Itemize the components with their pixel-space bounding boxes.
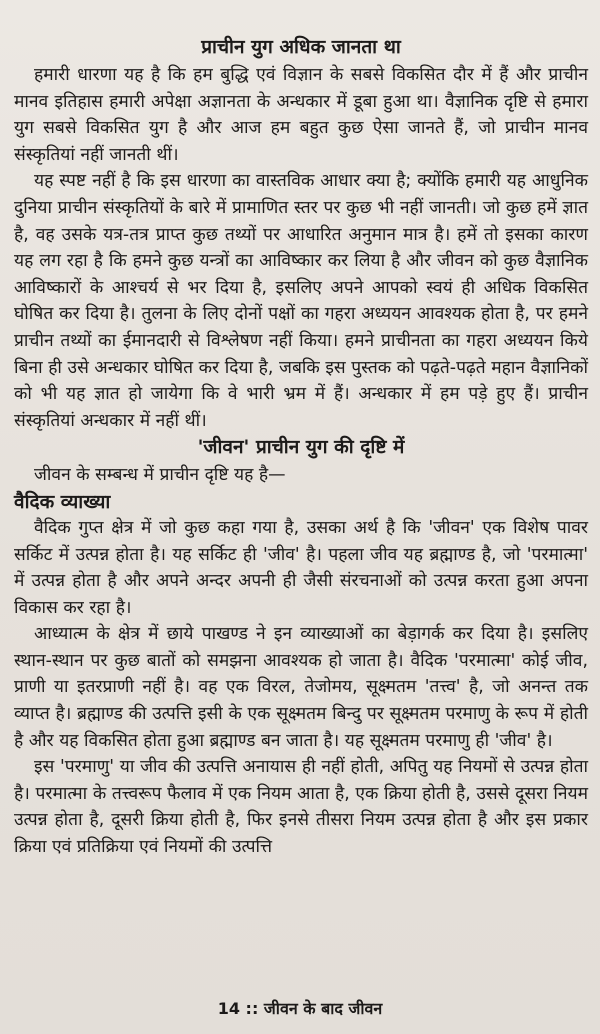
paragraph: आध्यात्म के क्षेत्र में छाये पाखण्ड ने इन व्याख्याओं का बेड़ागर्क कर दिया है। इसलिए स्थान-स्थान पर कुछ बातों को समझना आवश्यक हो जाता है। वैदिक 'परमात्मा' कोई जीव, प्राणी या इतरप्राणी नहीं है। वह एक विरल, तेजोमय, सूक्ष्मतम 'तत्त्व' है, जो अनन्त तक व्याप्त है। ब्रह्माण्ड की उत्पत्ति इसी के एक सूक्ष्मतम बिन्दु पर सूक्ष्मतम परमाणु के रूप में होती है और यह विकसित होता हुआ ब्रह्माण्ड बन जाता है। यह सूक्ष्मतम परमाणु ही 'जीव' है। [14, 624, 588, 751]
page-footer: 14 :: जीवन के बाद जीवन [217, 999, 383, 1018]
paragraph: इस 'परमाणु' या जीव की उत्पत्ति अनायास ही नहीं होती, अपितु यह नियमों से उत्पन्न होता है। परमात्मा के तत्त्वरूप फैलाव में एक नियम आता है, एक क्रिया होती है, उससे दूसरा नियम उत्पन्न होता है, दूसरी क्रिया होती है, फिर इनसे तीसरा नियम उत्पन्न होता है और इस प्रकार क्रिया एवं प्रतिक्रिया एवं नियमों की उत्पत्ति [14, 757, 588, 858]
section-heading: वैदिक व्याख्या [14, 490, 111, 513]
page-content [14, 34, 588, 861]
intro-line: जीवन के सम्बन्ध में प्राचीन दृष्टि यह है— [34, 465, 286, 486]
paragraph: हमारी धारणा यह है कि हम बुद्धि एवं विज्ञान के सबसे विकसित दौर में हैं और प्राचीन मानव इतिहास हमारी अपेक्षा अज्ञानता के अन्धकार में डूबा हुआ था। वैज्ञानिक दृष्टि से हमारा युग सबसे विकसित युग है और आज हम बहुत कुछ ऐसा जानते हैं, जो प्राचीन मानव संस्कृतियां नहीं जानती थीं। [14, 65, 588, 165]
section-subtitle: 'जीवन' प्राचीन युग की दृष्टि में [197, 436, 405, 459]
paragraph: वैदिक गुप्त क्षेत्र में जो कुछ कहा गया है, उसका अर्थ है कि 'जीवन' एक विशेष पावर सर्किट में उत्पन्न होता है। यह सर्किट ही 'जीव' है। पहला जीव यह ब्रह्माण्ड है, जो 'परमात्मा' में उत्पन्न होता है और अपने अन्दर अपनी ही जैसी संरचनाओं को उत्पन्न करता हुआ अपना विकास कर रहा है। [14, 517, 588, 618]
paragraph: यह स्पष्ट नहीं है कि इस धारणा का वास्तविक आधार क्या है; क्योंकि हमारी यह आधुनिक दुनिया प्राचीन संस्कृतियों के बारे में प्रामाणित स्तर पर कुछ भी नहीं जानती। जो कुछ हमें ज्ञात है, वह उसके यत्र-तत्र प्राप्त कुछ तथ्यों पर आधारित अनुमान मात्र है। हमें तो इसका कारण यह लग रहा है कि हमने कुछ यन्त्रों का आविष्कार कर लिया है और जीवन को कुछ वैज्ञानिक आविष्कारों के आश्चर्य से भर दिया है, इसलिए अपने आपको स्वयं ही अधिक विकसित घोषित कर दिया है। तुलना के लिए दोनों पक्षों का गहरा अध्ययन आवश्यक होता है, पर हमने प्राचीन तथ्यों का ईमानदारी से विश्लेषण नहीं किया। हमने प्राचीनता का गहरा अध्ययन किये बिना ही उसे अन्धकार घोषित कर दिया है, जबकि इस पुस्तक को पढ़ते-पढ़ते महान वैज्ञानिकों को भी यह ज्ञात हो जायेगा कि वे भारी भ्रम में हैं। अन्धकार में हम पड़े हुए हैं। प्राचीन संस्कृतियां अन्धकार में नहीं थीं। [14, 171, 588, 431]
chapter-title: प्राचीन युग अधिक जानता था [201, 36, 401, 58]
